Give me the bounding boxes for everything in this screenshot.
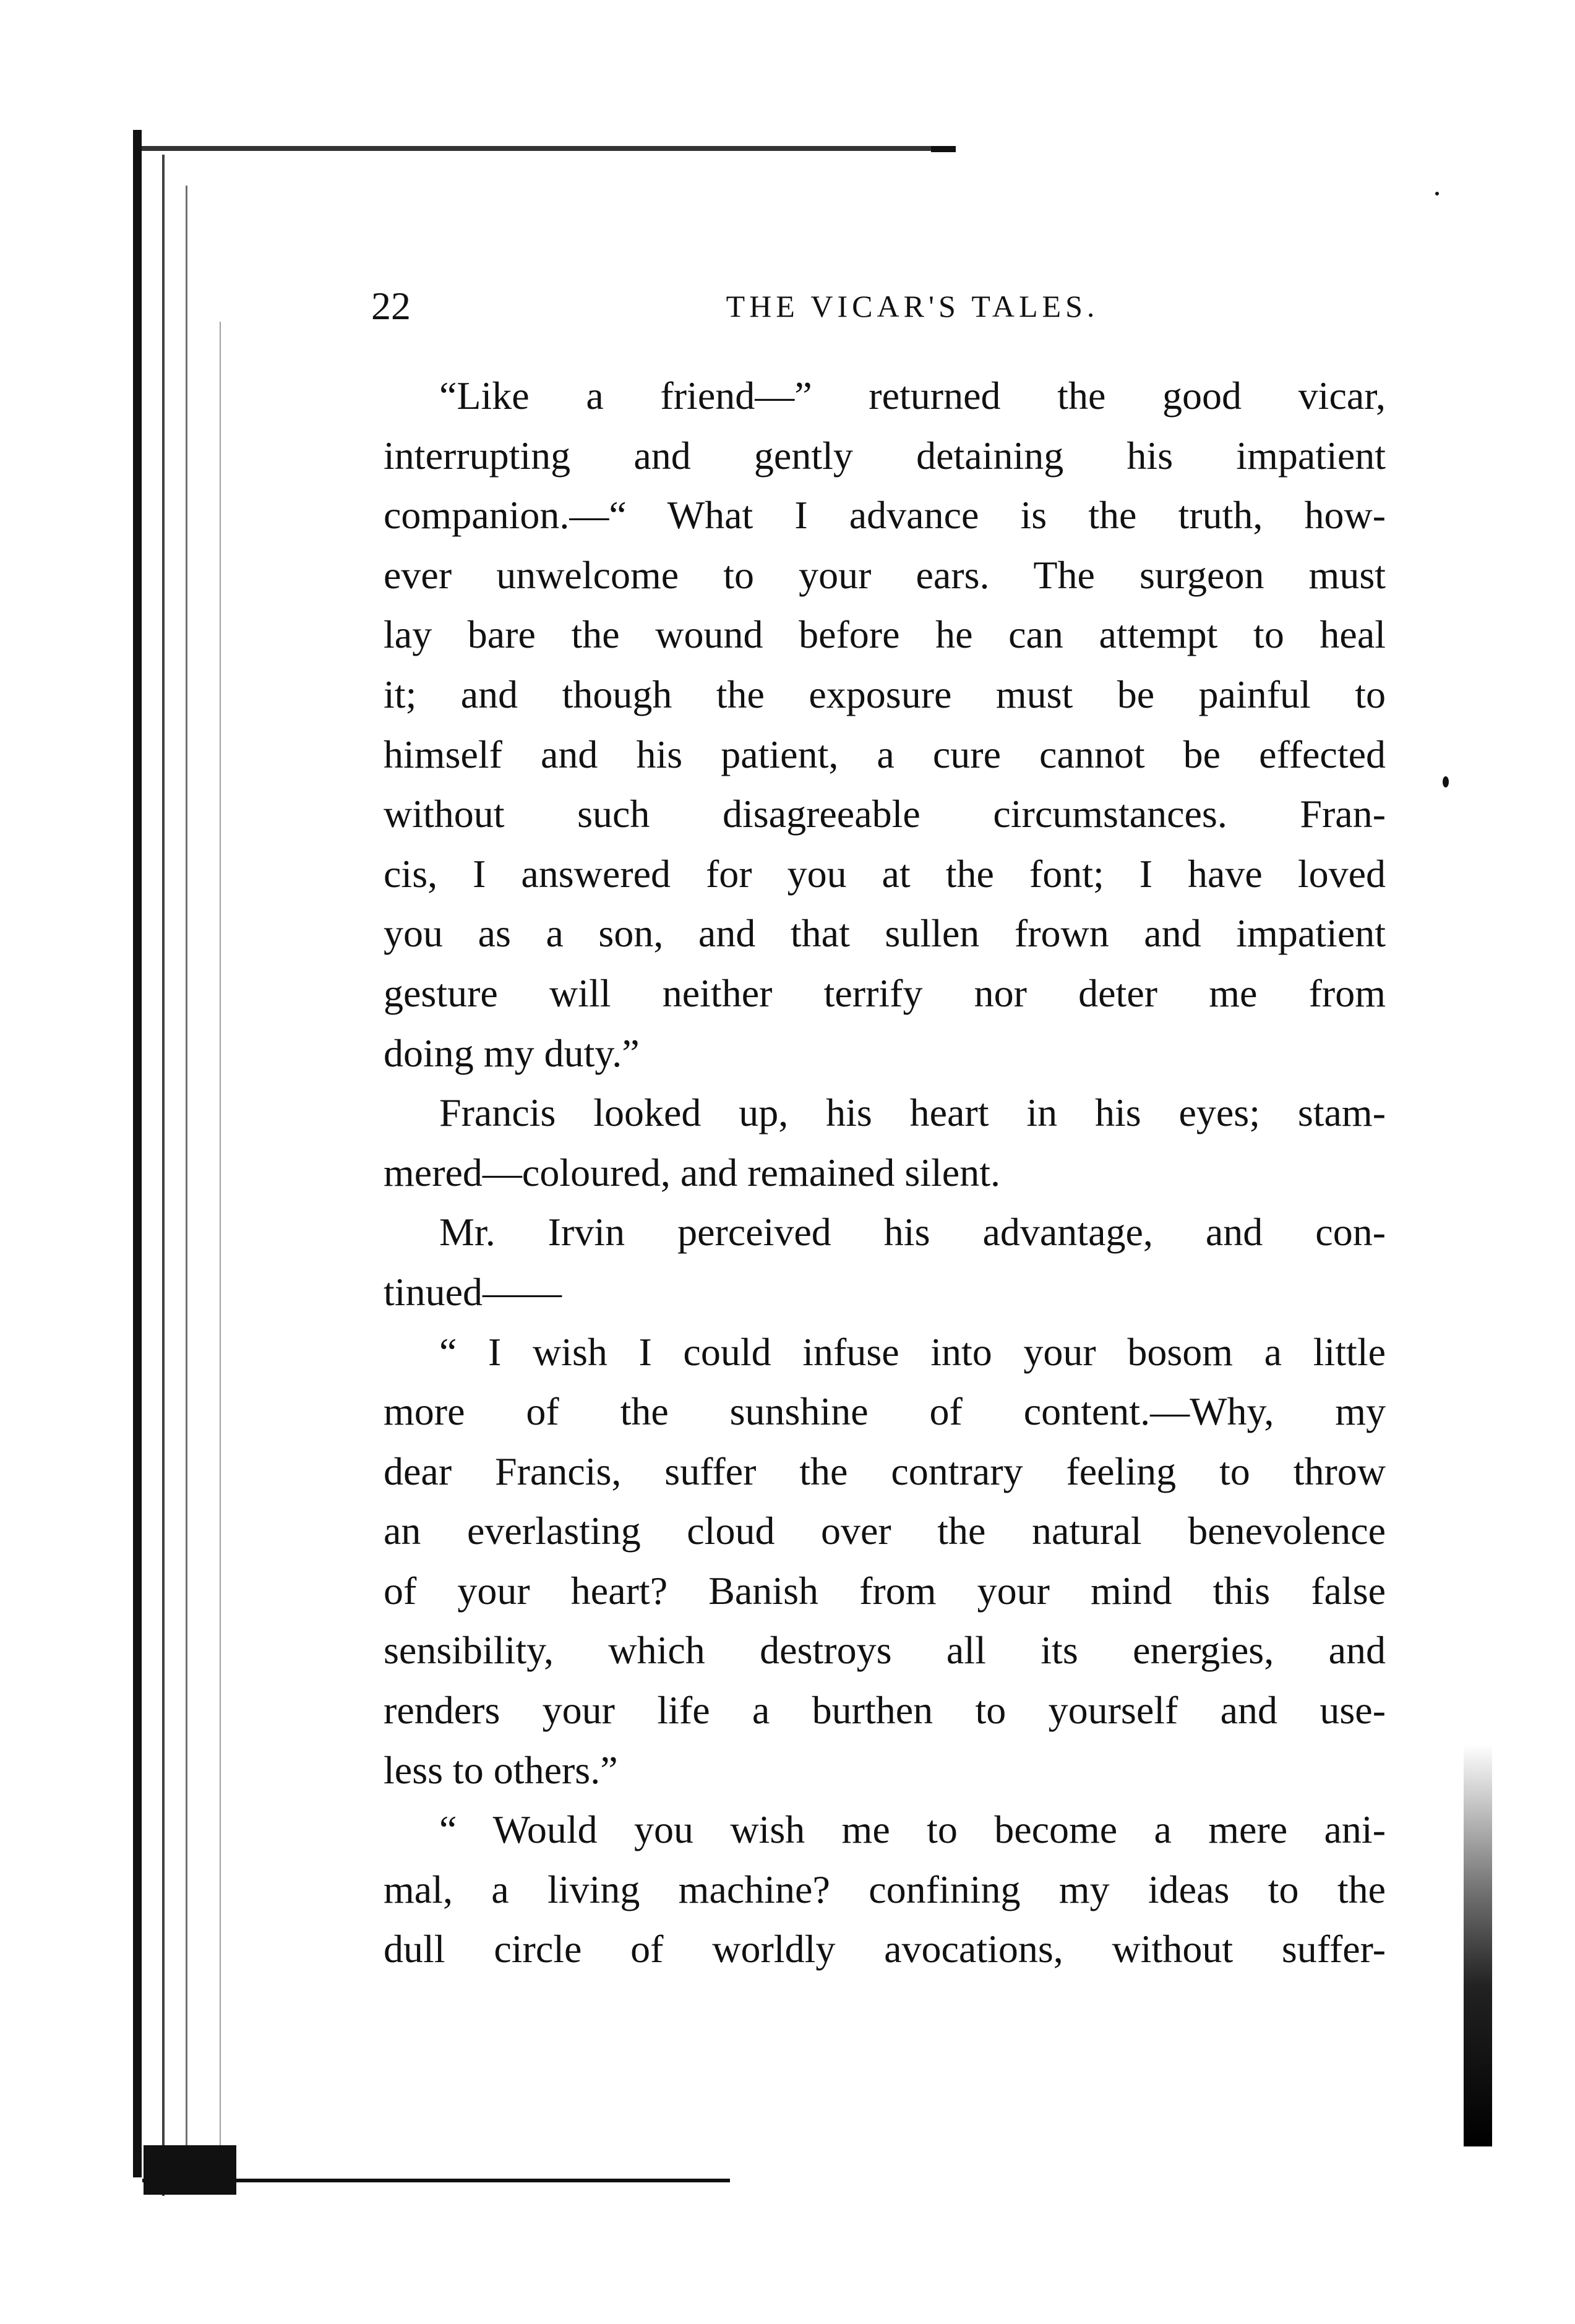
- text-line: lay bare the wound before he can attempt to heal: [384, 612, 1386, 657]
- running-title: THE VICAR'S TALES.: [726, 289, 1099, 324]
- text-line: without such disagreeable circumstances. Fran-: [384, 792, 1386, 836]
- text-line: renders your life a burthen to yourself and use-: [384, 1688, 1386, 1733]
- text-line: it; and though the exposure must be painful to: [384, 672, 1386, 716]
- text-line: interrupting and gently detaining his impatient: [384, 433, 1386, 478]
- text-line: of your heart? Banish from your mind this false: [384, 1568, 1386, 1613]
- text-line: less to others.”: [384, 1747, 618, 1792]
- scan-binding-edge: [133, 130, 142, 2177]
- text-line: gesture will neither terrify nor deter me from: [384, 971, 1386, 1015]
- scan-binding-line: [162, 155, 165, 2196]
- text-line: you as a son, and that sullen frown and impatient: [384, 911, 1386, 956]
- text-line: dear Francis, suffer the contrary feeling to throw: [384, 1449, 1386, 1493]
- text-line: ever unwelcome to your ears. The surgeon must: [384, 552, 1386, 597]
- text-line: mered—coloured, and remained silent.: [384, 1150, 1000, 1194]
- text-line: Francis looked up, his heart in his eyes; stam-: [439, 1091, 1386, 1135]
- scan-top-edge-mark: [931, 146, 956, 152]
- scan-binding-line: [186, 186, 187, 2165]
- ink-speck: [1435, 192, 1439, 195]
- text-line: Mr. Irvin perceived his advantage, and con-: [439, 1210, 1386, 1254]
- text-line: “ Would you wish me to become a mere ani-: [439, 1807, 1386, 1852]
- scan-binding-line: [220, 322, 221, 2177]
- text-line: sensibility, which destroys all its energies, and: [384, 1628, 1386, 1673]
- ink-speck: [1443, 776, 1449, 787]
- scan-right-page-edge: [1464, 1744, 1492, 2146]
- text-line: himself and his patient, a cure cannot be effected: [384, 732, 1386, 776]
- text-line: dull circle of worldly avocations, without suffer-: [384, 1927, 1386, 1971]
- scan-bottom-edge: [142, 2179, 730, 2182]
- running-head: [371, 278, 1454, 334]
- scan-top-edge: [133, 146, 931, 151]
- text-line: mal, a living machine? confining my ideas to the: [384, 1867, 1386, 1911]
- body-text: [384, 366, 1386, 1979]
- text-line: “Like a friend—” returned the good vicar,: [439, 374, 1386, 418]
- text-line: “ I wish I could infuse into your bosom a little: [439, 1329, 1386, 1374]
- text-line: companion.—“ What I advance is the truth, how-: [384, 493, 1386, 538]
- scan-bottom-corner: [144, 2145, 236, 2195]
- text-line: more of the sunshine of content.—Why, my: [384, 1389, 1386, 1434]
- text-line: doing my duty.”: [384, 1031, 640, 1075]
- text-line: an everlasting cloud over the natural benevolence: [384, 1509, 1386, 1553]
- text-line: cis, I answered for you at the font; I have loved: [384, 851, 1386, 896]
- text-line: tinued——: [384, 1269, 562, 1314]
- page-number: 22: [371, 284, 411, 328]
